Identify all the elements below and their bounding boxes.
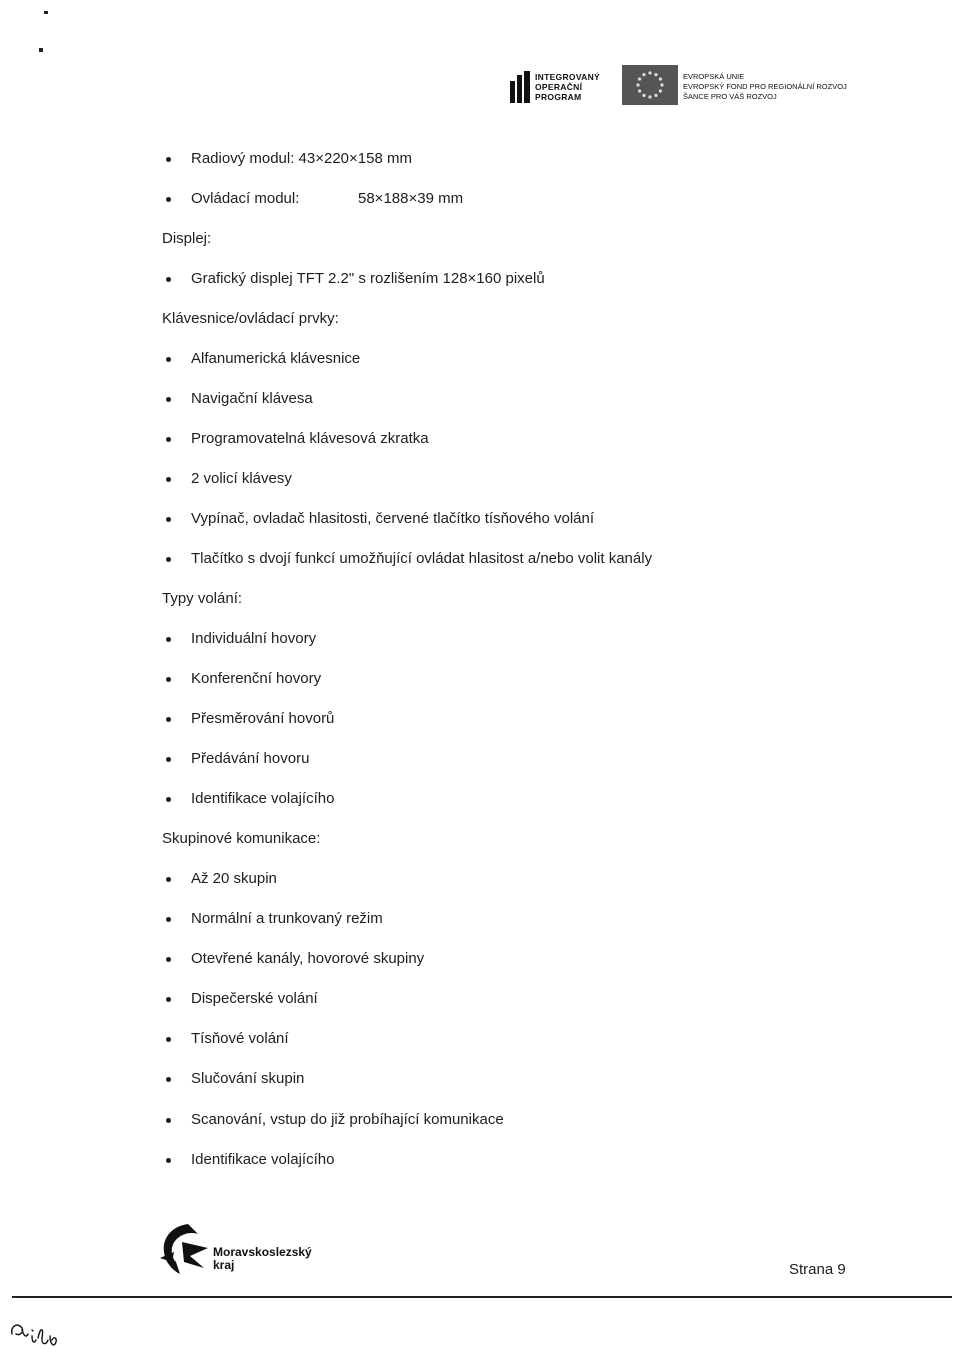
list-item: 2 volicí klávesy (191, 470, 292, 487)
bullet-icon (166, 1077, 171, 1082)
list-item: Grafický displej TFT 2.2" s rozlišením 128×160 pixelů (191, 270, 545, 287)
msk-logo-text (213, 1246, 312, 1272)
iop-logo-line: OPERAČNÍ (535, 82, 583, 92)
list-item: Scanování, vstup do již probíhající komunikace (191, 1111, 504, 1128)
iop-logo-line: INTEGROVANÝ (535, 72, 601, 82)
list-item: Slučování skupin (191, 1070, 305, 1087)
dim-item: Radiový modul: 43×220×158 mm (191, 150, 412, 167)
section-heading-keys: Klávesnice/ovládací prvky: (162, 310, 339, 327)
bullet-icon (166, 557, 171, 562)
scan-speck (44, 11, 48, 14)
eu-logo-line: EVROPSKÁ UNIE (683, 72, 745, 81)
bullet-icon (166, 477, 171, 482)
bullet-icon (166, 1158, 171, 1163)
list-item: Identifikace volajícího (191, 790, 335, 807)
bullet-icon (166, 997, 171, 1002)
msk-logo-line: kraj (213, 1258, 235, 1272)
handwritten-signature (8, 1318, 66, 1352)
msk-logo-line: Moravskoslezský (213, 1245, 312, 1259)
list-item: Otevřené kanály, hovorové skupiny (191, 950, 425, 967)
bullet-icon (166, 517, 171, 522)
section-heading-calls: Typy volání: (162, 590, 243, 607)
eu-logo-text (683, 72, 847, 102)
bullet-icon (166, 677, 171, 682)
list-item: Dispečerské volání (191, 990, 318, 1007)
bullet-icon (166, 157, 171, 162)
bullet-icon (166, 757, 171, 762)
list-item: Až 20 skupin (191, 870, 277, 887)
dim-item: Ovládací modul: (191, 190, 300, 207)
list-item: Přesměrování hovorů (191, 710, 335, 727)
list-item: Identifikace volajícího (191, 1151, 335, 1168)
list-item: Programovatelná klávesová zkratka (191, 430, 429, 447)
dim-value: 58×188×39 mm (358, 190, 464, 207)
footer-divider (12, 1296, 952, 1298)
section-heading-display: Displej: (162, 230, 212, 247)
bullet-icon (166, 957, 171, 962)
section-heading-group: Skupinové komunikace: (162, 830, 321, 847)
page-number: Strana 9 (789, 1261, 846, 1278)
msk-logo-icon (158, 1222, 218, 1276)
bullet-icon (166, 437, 171, 442)
bullet-icon (166, 717, 171, 722)
list-item: Individuální hovory (191, 630, 317, 647)
list-item: Vypínač, ovladač hlasitosti, červené tlačítko tísňového volání (191, 510, 595, 527)
bullet-icon (166, 637, 171, 642)
bullet-icon (166, 397, 171, 402)
bullet-icon (166, 197, 171, 202)
bullet-icon (166, 797, 171, 802)
list-item: Navigační klávesa (191, 390, 313, 407)
list-item: Konferenční hovory (191, 670, 322, 687)
list-item: Předávání hovoru (191, 750, 310, 767)
eu-flag-icon (622, 65, 678, 105)
bullet-icon (166, 1037, 171, 1042)
iop-logo-bars-icon (510, 71, 530, 103)
bullet-icon (166, 877, 171, 882)
scan-speck (39, 48, 43, 52)
eu-logo-line: EVROPSKÝ FOND PRO REGIONÁLNÍ ROZVOJ (683, 82, 847, 91)
eu-logo-line: ŠANCE PRO VÁŠ ROZVOJ (683, 92, 777, 101)
iop-logo (510, 63, 608, 105)
list-item: Tlačítko s dvojí funkcí umožňující ovládat hlasitost a/nebo volit kanály (191, 550, 653, 567)
iop-logo-line: PROGRAM (535, 92, 582, 102)
list-item: Normální a trunkovaný režim (191, 910, 383, 927)
bullet-icon (166, 277, 171, 282)
bullet-icon (166, 917, 171, 922)
list-item: Alfanumerická klávesnice (191, 350, 361, 367)
list-item: Tísňové volání (191, 1030, 289, 1047)
bullet-icon (166, 1118, 171, 1123)
bullet-icon (166, 357, 171, 362)
